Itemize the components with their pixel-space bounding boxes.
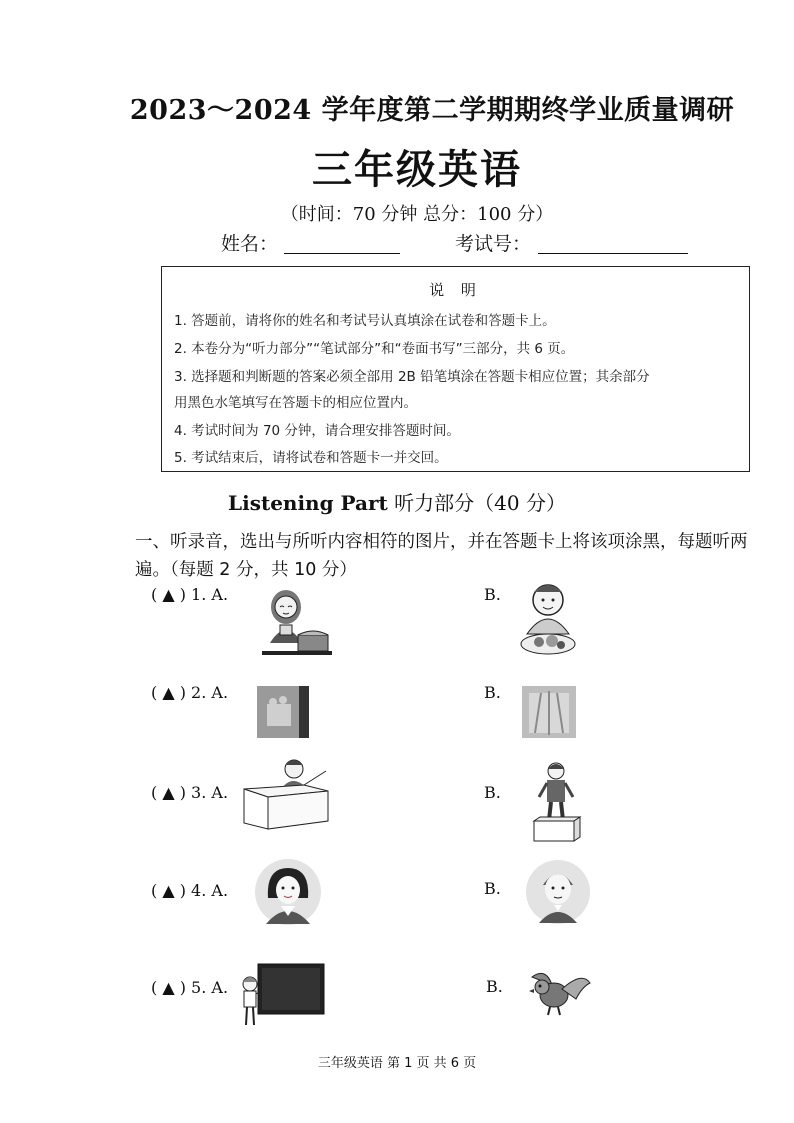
exam-no-field-line — [538, 252, 688, 254]
notice-item-5: 5. 考试结束后，请将试卷和答题卡一并交回。 — [174, 450, 448, 466]
section-instruction: 一、听录音，选出与所听内容相符的图片，并在答题卡上将该项涂黑，每题听两遍。（每题 2 分，共 10 分） — [135, 532, 748, 580]
man-portrait-icon — [525, 859, 591, 925]
notice-title: 说 明 — [429, 281, 482, 299]
question-5-option-b: B. — [486, 977, 503, 996]
woman-portrait-icon — [254, 858, 322, 926]
question-1-option-b: B. — [484, 585, 501, 604]
notice-item-1: 1. 答题前，请将你的姓名和考试号认真填涂在试卷和答题卡上。 — [174, 313, 556, 329]
question-4-label: ( ▲ ) 4. A. — [151, 881, 229, 900]
teacher-blackboard-icon — [238, 962, 328, 1030]
exam-title: 2023～2024 学年度第二学期期终学业质量调研 — [129, 95, 735, 126]
notice-item-3: 3. 选择题和判断题的答案必须全部用 2B 铅笔填涂在答题卡相应位置；其余部分 — [174, 369, 650, 385]
girl-with-cake-icon — [258, 583, 338, 659]
boy-eating-icon — [517, 578, 579, 660]
name-label: 姓名： — [221, 233, 279, 255]
notice-item-4: 4. 考试时间为 70 分钟，请合理安排答题时间。 — [174, 423, 460, 439]
book-icon — [253, 682, 313, 742]
section-heading — [0, 487, 794, 516]
page-footer: 三年级英语 第 1 页 共 6 页 — [317, 1056, 477, 1071]
section-heading-cn: 听力部分（40 分） — [387, 491, 566, 515]
boy-in-box-icon — [240, 755, 332, 831]
notice-item-3-cont: 用黑色水笔填写在答题卡的相应位置内。 — [174, 395, 417, 411]
question-2-option-b: B. — [484, 683, 501, 702]
question-4-option-b: B. — [484, 879, 501, 898]
bird-icon — [528, 963, 592, 1017]
section-heading-en: Listening Part — [228, 491, 388, 515]
boy-on-box-icon — [528, 761, 584, 847]
name-field-line — [284, 252, 400, 254]
exam-no-label: 考试号： — [455, 233, 532, 255]
shirt-icon — [519, 683, 579, 741]
notice-box — [161, 266, 750, 472]
subject-title: 三年级英语 — [312, 146, 522, 193]
question-2-label: ( ▲ ) 2. A. — [151, 683, 229, 702]
question-1-label: ( ▲ ) 1. A. — [151, 585, 229, 604]
notice-item-2: 2. 本卷分为“听力部分”“笔试部分”和“卷面书写”三部分，共 6 页。 — [174, 341, 575, 357]
question-3-option-b: B. — [484, 783, 501, 802]
time-info: （时间：70 分钟 总分：100 分） — [280, 204, 554, 225]
question-5-label: ( ▲ ) 5. A. — [151, 978, 229, 997]
question-3-label: ( ▲ ) 3. A. — [151, 783, 229, 802]
